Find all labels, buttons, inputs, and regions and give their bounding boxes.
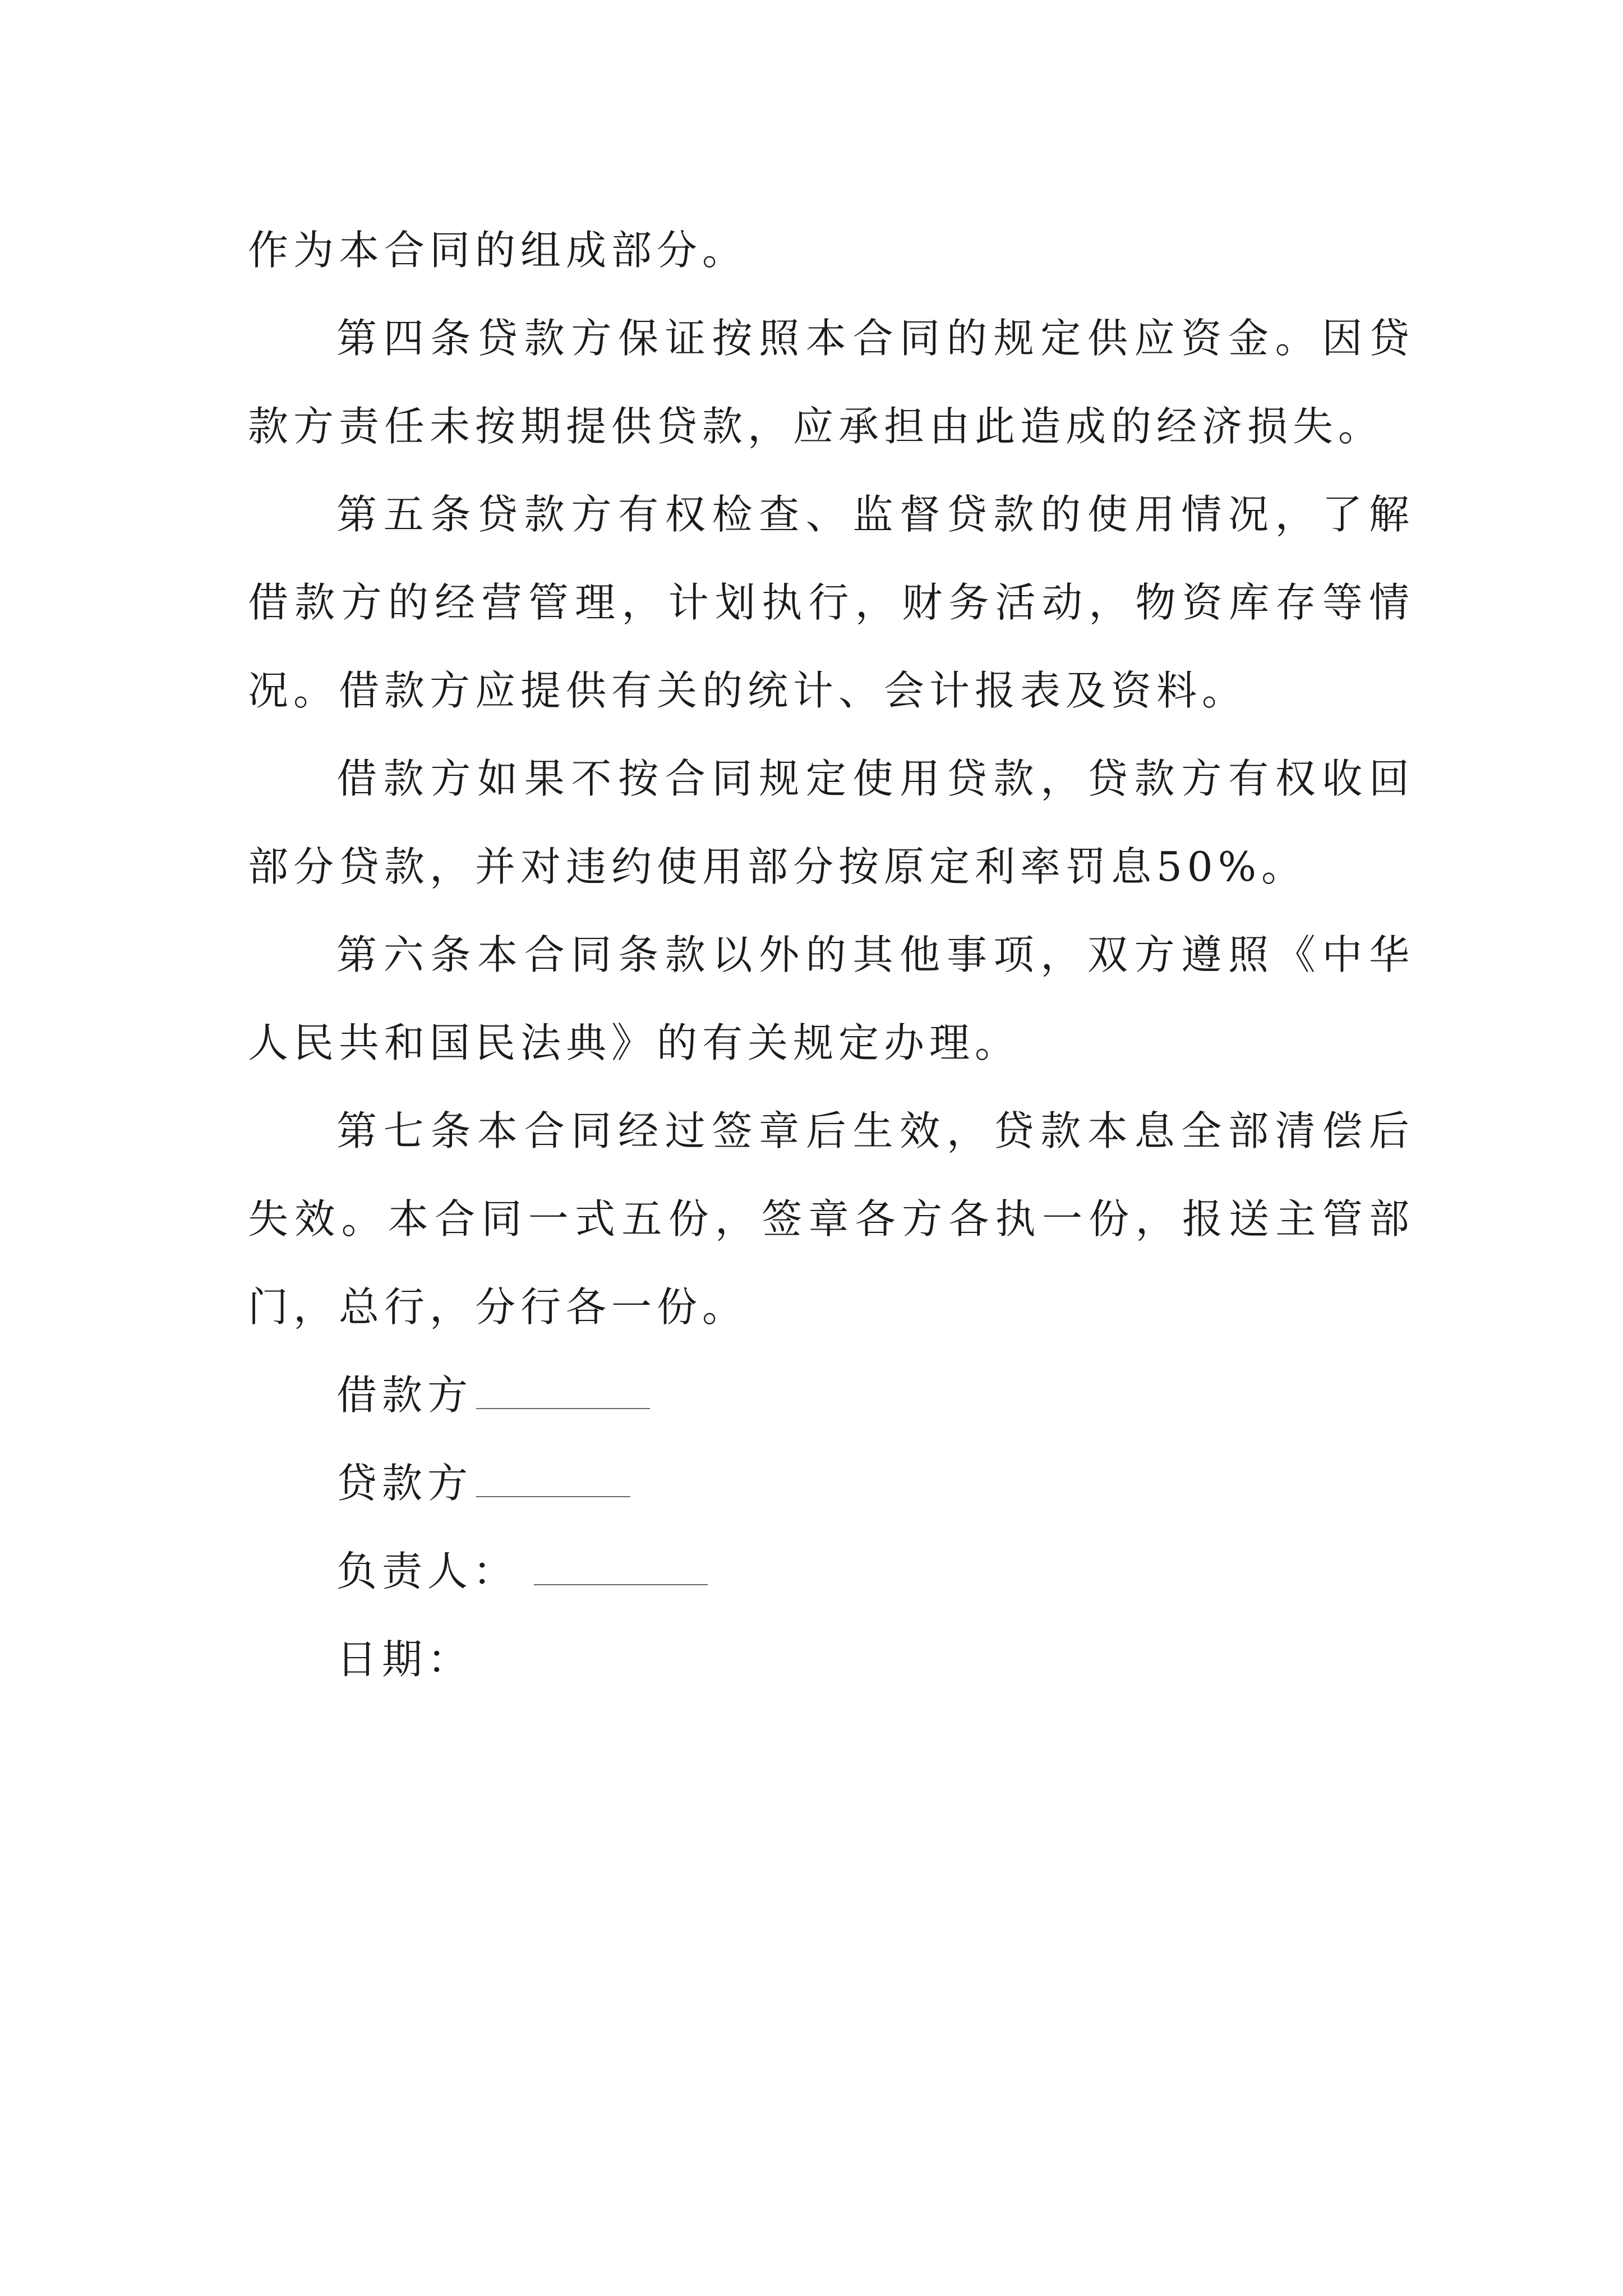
borrower-blank (476, 1407, 650, 1409)
borrower-signature-line (248, 1351, 1414, 1439)
lender-blank (476, 1496, 630, 1497)
borrower-label: 借款方 (336, 1372, 473, 1419)
paragraph-article-5: 第五条贷款方有权检查、监督贷款的使用情况，了解借款方的经营管理，计划执行，财务活动，物资库存等情况。借款方应提供有关的统计、会计报表及资料。 (248, 491, 1414, 714)
person-in-charge-label: 负责人： (336, 1548, 519, 1595)
date-line (248, 1616, 1414, 1704)
person-in-charge-line (248, 1527, 1414, 1616)
date-label: 日期： (336, 1636, 473, 1683)
person-in-charge-blank (534, 1584, 708, 1585)
lender-signature-line (248, 1439, 1414, 1527)
signature-block (248, 1351, 1414, 1704)
paragraph-article-7: 第七条本合同经过签章后生效，贷款本息全部清偿后失效。本合同一式五份，签章各方各执一份，报送主管部门，总行，分行各一份。 (248, 1107, 1414, 1331)
paragraph-penalty: 借款方如果不按合同规定使用贷款，贷款方有权收回部分贷款，并对违约使用部分按原定利率罚息50%。 (248, 755, 1414, 890)
lender-label: 贷款方 (336, 1460, 473, 1507)
contract-body (248, 206, 1414, 1704)
paragraph-article-6: 第六条本合同条款以外的其他事项，双方遵照《中华人民共和国民法典》的有关规定办理。 (248, 931, 1414, 1066)
paragraph-continuation: 作为本合同的组成部分。 (248, 227, 748, 274)
paragraph-article-4: 第四条贷款方保证按照本合同的规定供应资金。因贷款方责任未按期提供贷款，应承担由此造成的经济损失。 (248, 315, 1414, 450)
